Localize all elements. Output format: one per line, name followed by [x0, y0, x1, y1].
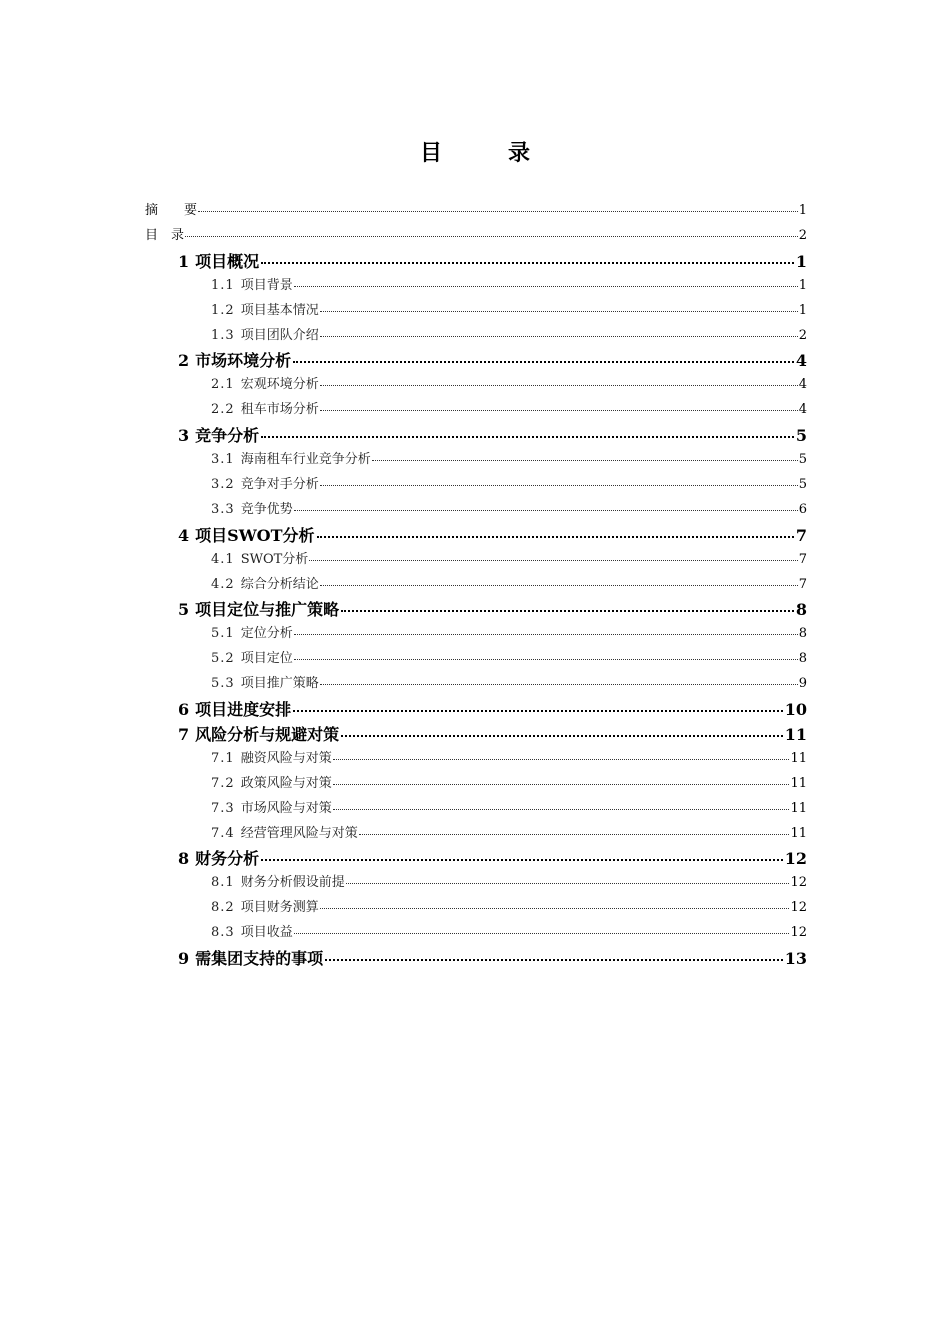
toc-entry-number: 3 [178, 426, 190, 446]
toc-entry-page-number: 9 [798, 676, 807, 692]
toc-entry[interactable] [211, 373, 807, 392]
toc-entry-page-number: 1 [795, 251, 807, 271]
toc-entry-label: 项目基本情况 [240, 302, 319, 318]
toc-entry-label: 项目背景 [240, 277, 293, 293]
toc-entry-page-number: 5 [798, 452, 807, 467]
dot-leader [294, 659, 798, 660]
dot-leader [185, 236, 798, 237]
toc-entry-number: 8.1 [211, 875, 235, 891]
dot-leader [341, 610, 794, 612]
toc-entry[interactable] [178, 523, 807, 546]
toc-entry[interactable] [178, 722, 807, 745]
toc-entry[interactable] [178, 348, 807, 371]
toc-entry-label: 项目团队介绍 [240, 327, 319, 343]
toc-entry-label: 项目推广策略 [240, 676, 319, 692]
toc-entry-label: 经营管理风险与对策 [240, 825, 358, 841]
toc-entry-page-number: 7 [798, 551, 807, 567]
toc-entry-label: SWOT分析 [240, 551, 309, 567]
toc-entry-number: 5.3 [211, 676, 235, 692]
dot-leader [320, 485, 798, 486]
toc-entry-label: 项目SWOT分析 [195, 525, 315, 545]
toc-entry-number: 8 [178, 849, 190, 869]
toc-entry-number: 3.1 [211, 452, 235, 467]
toc-entry-label: 目 录 [145, 227, 185, 243]
toc-entry-page-number: 11 [790, 750, 807, 766]
toc-entry-page-number: 1 [798, 302, 807, 318]
toc-entry-page-number: 4 [795, 351, 807, 371]
dot-leader [293, 710, 783, 712]
toc-entry-label: 项目定位与推广策略 [195, 600, 340, 620]
dot-leader [198, 211, 798, 212]
toc-entry-label: 竞争对手分析 [240, 476, 319, 492]
toc-entry[interactable] [211, 398, 807, 417]
dot-leader [320, 410, 798, 411]
dot-leader [294, 634, 798, 635]
toc-entry[interactable] [211, 498, 807, 517]
dot-leader [341, 735, 783, 737]
toc-entry-number: 7 [178, 724, 190, 744]
toc-entry-number: 8.3 [211, 925, 235, 941]
toc-entry[interactable] [178, 697, 807, 720]
toc-entry-page-number: 1 [798, 203, 807, 218]
toc-entry-number: 4.1 [211, 551, 235, 567]
dot-leader [294, 510, 798, 511]
toc-entry-label: 政策风险与对策 [240, 775, 332, 791]
toc-entry[interactable] [211, 573, 807, 592]
toc-entry-number: 1.2 [211, 302, 235, 318]
toc-entry-number: 6 [178, 700, 190, 719]
dot-leader [333, 759, 790, 760]
toc-entry-page-number: 5 [798, 476, 807, 492]
dot-leader [325, 959, 783, 961]
toc-entry[interactable] [211, 822, 807, 841]
dot-leader [320, 311, 798, 312]
dot-leader [293, 361, 794, 363]
dot-leader [333, 784, 790, 785]
toc-entry-label: 需集团支持的事项 [195, 949, 324, 968]
dot-leader [261, 859, 783, 861]
toc-entry-page-number: 4 [798, 377, 807, 393]
toc-entry[interactable] [211, 299, 807, 318]
toc-entry-label: 综合分析结论 [240, 576, 319, 592]
toc-entry-page-number: 12 [784, 849, 807, 869]
dot-leader [294, 286, 798, 287]
toc-entry-label: 项目财务测算 [240, 900, 319, 916]
toc-entry-page-number: 12 [790, 875, 807, 891]
toc-entry-page-number: 5 [795, 426, 807, 446]
toc-entry-label: 项目进度安排 [195, 700, 292, 719]
toc-entry-number: 5 [178, 600, 190, 620]
toc-entry-page-number: 11 [790, 825, 807, 841]
dot-leader [333, 809, 790, 810]
toc-entry[interactable] [211, 772, 807, 791]
toc-entry[interactable] [211, 324, 807, 343]
toc-entry-number: 7.4 [211, 825, 235, 841]
toc-entry-label: 竞争优势 [240, 501, 293, 517]
toc-entry-page-number: 4 [798, 402, 807, 418]
dot-leader [320, 385, 798, 386]
toc-entry-number: 1.3 [211, 327, 235, 343]
toc-entry-label: 宏观环境分析 [240, 377, 319, 393]
toc-entry-page-number: 11 [784, 724, 807, 744]
toc-entry-page-number: 8 [798, 651, 807, 667]
toc-entry-number: 7.3 [211, 800, 235, 816]
toc-entry-label: 摘 要 [145, 203, 198, 218]
toc-entry-number: 5.1 [211, 626, 235, 642]
toc-entry-number: 3.3 [211, 501, 235, 517]
toc-entry-page-number: 13 [784, 949, 807, 968]
toc-entry-label: 市场环境分析 [195, 351, 292, 371]
toc-entry-number: 3.2 [211, 476, 235, 492]
dot-leader [372, 460, 798, 461]
toc-entry-number: 1 [178, 251, 190, 271]
toc-entry-page-number: 11 [790, 775, 807, 791]
toc-entry-label: 项目收益 [240, 925, 293, 941]
toc-entry[interactable] [211, 921, 807, 940]
dot-leader [320, 684, 798, 685]
dot-leader [346, 883, 790, 884]
toc-entry-label: 市场风险与对策 [240, 800, 332, 816]
toc-entry[interactable] [211, 871, 807, 890]
toc-entry[interactable] [211, 622, 807, 641]
dot-leader [359, 834, 790, 835]
toc-entry-page-number: 2 [798, 227, 807, 243]
toc-title: 目 录 [419, 140, 552, 166]
toc-entry-label: 项目定位 [240, 651, 293, 667]
toc-entry[interactable] [211, 274, 807, 293]
toc-entry[interactable] [178, 423, 807, 446]
toc-entry-page-number: 8 [798, 626, 807, 642]
toc-entry-number: 7.1 [211, 750, 235, 766]
toc-entry[interactable] [178, 597, 807, 620]
toc-entry[interactable] [211, 647, 807, 666]
toc-entry[interactable] [211, 548, 807, 567]
toc-entry-number: 2.2 [211, 402, 235, 418]
toc-entry-label: 租车市场分析 [240, 402, 319, 418]
toc-entry-number: 4.2 [211, 576, 235, 592]
toc-entry-number: 4 [178, 525, 190, 545]
toc-entry-label: 融资风险与对策 [240, 750, 332, 766]
toc-entry[interactable] [178, 946, 807, 969]
toc-entry-page-number: 7 [798, 576, 807, 592]
dot-leader [320, 908, 790, 909]
toc-entry-page-number: 12 [790, 900, 807, 916]
dot-leader [261, 262, 794, 264]
toc-entry-number: 8.2 [211, 900, 235, 916]
dot-leader [317, 536, 794, 538]
toc-entry[interactable] [211, 448, 807, 467]
toc-entry-page-number: 1 [798, 277, 807, 293]
toc-entry-number: 5.2 [211, 651, 235, 667]
toc-entry[interactable] [211, 473, 807, 492]
toc-entry-label: 财务分析假设前提 [240, 875, 345, 891]
toc-entry-number: 1.1 [211, 277, 235, 293]
toc-entry-page-number: 12 [790, 925, 807, 941]
dot-leader [309, 560, 797, 561]
toc-entry[interactable] [211, 747, 807, 766]
dot-leader [261, 436, 794, 438]
toc-entry-number: 7.2 [211, 775, 235, 791]
toc-entry-page-number: 11 [790, 800, 807, 816]
dot-leader [320, 336, 798, 337]
toc-entry[interactable] [178, 249, 807, 272]
toc-entry-page-number: 8 [795, 600, 807, 620]
toc-entry-label: 海南租车行业竞争分析 [240, 452, 371, 467]
toc-entry[interactable] [145, 199, 807, 218]
toc-entry[interactable] [178, 846, 807, 869]
dot-leader [320, 585, 798, 586]
toc-entry-label: 项目概况 [195, 251, 260, 271]
toc-entry-number: 2 [178, 351, 190, 371]
toc-entry-label: 财务分析 [195, 849, 260, 869]
toc-entry-page-number: 6 [798, 501, 807, 517]
toc-entry-label: 竞争分析 [195, 426, 260, 446]
toc-entry-number: 9 [178, 949, 190, 968]
toc-entry[interactable] [211, 672, 807, 691]
toc-entry-number: 2.1 [211, 377, 235, 393]
toc-entry-page-number: 10 [784, 700, 807, 719]
toc-entry-label: 定位分析 [240, 626, 293, 642]
dot-leader [294, 933, 790, 934]
toc-entry-label: 风险分析与规避对策 [195, 724, 340, 744]
toc-entry[interactable] [145, 224, 807, 243]
toc-entry-page-number: 7 [795, 525, 807, 545]
toc-entry[interactable] [211, 896, 807, 915]
toc-entry-page-number: 2 [798, 327, 807, 343]
toc-entry[interactable] [211, 797, 807, 816]
